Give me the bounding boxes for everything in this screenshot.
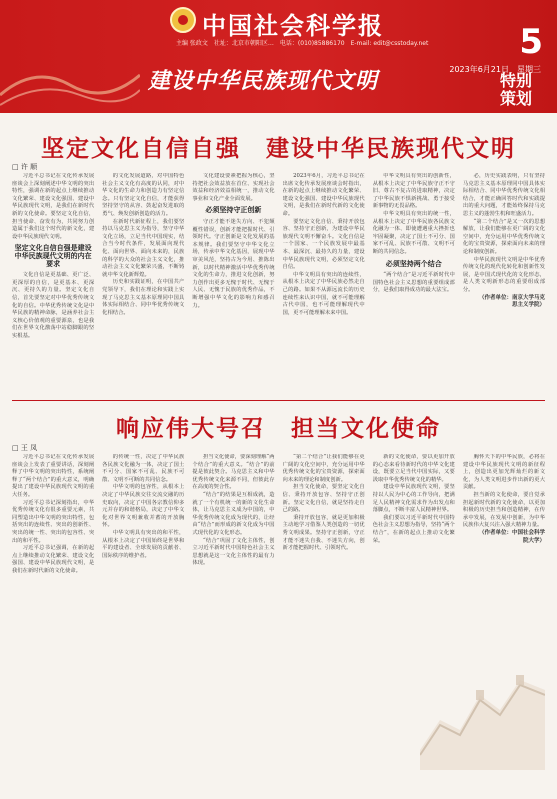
paragraph: 中华文明的包容性，从根本上决定了中华民族交往交流交融的历史取向，决定了中国各宗教信仰多元并存的和谐格局，决定了中华文化对世界文明兼收并蓄的开放胸怀。 xyxy=(102,484,185,529)
paragraph: 文化自信是更基础、更广泛、更深厚的自信，是更基本、更深沉、更持久的力量。坚定文化自信，首先要坚定对中华优秀传统文化的自信。中华优秀传统文化是中华民族的精神命脉，是涵养社会主义核心价值观的重要源泉，也是我们在世界文化激荡中站稳脚跟的坚实根基。 xyxy=(12,272,95,339)
article2-headline: 响应伟大号召 担当文化使命 xyxy=(116,416,441,442)
author-affiliation: （作者单位：中国社会科学院大学） xyxy=(479,529,546,544)
paragraph: 习近平总书记深刻指出，中华优秀传统文化有很多重要元素，共同塑造出中华文明的突出特性，包括突出的连续性、突出的创新性、突出的统一性、突出的包容性、突出的和平性。 xyxy=(12,499,95,544)
paragraph: 胸怀天下的中华民族，必将在建设中华民族现代文明的新征程上，创造出更加光辉灿烂的新文化，为人类文明进步作出新的更大贡献。 xyxy=(462,454,546,491)
paragraph: 习近平总书记强调，在新的起点上继续推动文化繁荣、建设文化强国、建设中华民族现代文明，是我们在新时代新的文化使命。 xyxy=(12,545,95,574)
paragraph: 的传统一性，决定了中华民族各民族文化融为一体，决定了国土不可分、国家不可乱、民族不可散、文明不可断的共同信念。 xyxy=(102,454,185,483)
paragraph: 文化建设要素把握为核心，坚持把社会效益放在首位、实现社会效益和经济效益相统一，推动文化事业和文化产业全面发展。 xyxy=(192,173,275,202)
article1-column-2 xyxy=(102,173,184,395)
paragraph: “两个结合”是习近平新时代中国特色社会主义思想的重要组成部分，是我们取得成功的最大法宝。 xyxy=(372,272,455,294)
article1-column-3 xyxy=(192,173,274,395)
spiral-ribbon-decoration xyxy=(0,55,140,113)
article1-headline: 坚定文化自信自强 建设中华民族现代文明 xyxy=(41,136,516,162)
paragraph: 2023年6月，习近平总书记在出席文化传承发展座谈会时指出，在新的起点上继续推动文化繁荣、建设文化强国、建设中华民族现代文明，是我们在新时代新的文化使命。 xyxy=(282,173,365,217)
paragraph: 中华文明具有突出的连续性，从根本上决定了中华民族必然走自己的路。如果不从源远流长的历史连续性来认识中国，就不可能理解古代中国，也不可能理解现代中国，更不可能理解未来中国。 xyxy=(282,271,365,316)
paragraph: 担当文化使命，要深刻理解“两个结合”的重大意义。“结合”的前提是彼此契合。马克思主义和中华优秀传统文化来源不同，但彼此存在高度的契合性。 xyxy=(192,454,275,491)
article1-column-1 xyxy=(12,173,94,395)
great-wall-illustration xyxy=(420,600,545,770)
paragraph: 要坚定文化自信、秉持开放包容、坚持守正创新，为建设中华民族现代文明不懈奋斗。文化自信是一个国家、一个民族发展中最基本、最深沉、最持久的力量，建设中华民族现代文明，必须坚定文化自信。 xyxy=(282,218,365,271)
paragraph: 建设中华民族现代文明，要坚持以人民为中心的工作导向，把满足人民精神文化需求作为出发点和落脚点，不断丰富人民精神世界。 xyxy=(372,484,455,514)
paragraph: 习近平总书记在文化传承发展座谈会上发表了重要讲话，深刻阐释了中华文明的突出特性，系统阐释了“两个结合”的重大意义，明确提出了建设中华民族现代文明的重大任务。 xyxy=(12,454,95,498)
paragraph: 在新时代新征程上，我们要坚持以马克思主义为指导，坚守中华文化立场，立足当代中国现实，结合当今时代条件，发展面向现代化、面向世界、面向未来的，民族的科学的大众的社会主义文化，推动社会主义文化繁荣兴盛，不断铸就中华文化新辉煌。 xyxy=(102,218,185,278)
section-subhead: 必须坚持两个结合 xyxy=(385,259,442,268)
article2-byline: □ 王 凤 xyxy=(12,444,38,452)
article2-column-4 xyxy=(283,454,365,789)
special-topic-title: 建设中华民族现代文明 xyxy=(148,69,379,94)
section-divider xyxy=(12,400,545,401)
newspaper-emblem-icon xyxy=(170,7,196,33)
article2-column-2 xyxy=(102,454,184,789)
paragraph: “第二个结合”是又一次的思想解放，让我们能够在更广阔的文化空间中，充分运用中华优秀传统文化的宝贵资源，探索面向未来的理论和制度创新。 xyxy=(462,218,546,255)
paragraph: “第二个结合”让我们能够在更广阔的文化空间中，充分运用中华优秀传统文化的宝贵资源，探索面向未来的理论和制度创新。 xyxy=(282,454,365,483)
paragraph: 秉持开放包容，就是更加积极主动地学习借鉴人类创造的一切优秀文明成果。坚持守正创新，守正才能不迷失自我、不迷失方向，创新才能把握时代、引领时代。 xyxy=(282,514,365,552)
paragraph: 担当文化使命，要坚定文化自信、秉持开放包容、坚持守正创新。坚定文化自信，就是坚持走自己的路。 xyxy=(282,484,365,514)
paragraph: “结合”巩固了文化主体性，创立习近平新时代中国特色社会主义思想就是这一文化主体性的最有力体现。 xyxy=(192,537,275,567)
article1-column-4 xyxy=(283,173,365,395)
section-subhead: 必须坚持守正创新 xyxy=(205,206,262,215)
paragraph: 中华文明具有突出的统一性，从根本上决定了中华民族各民族文化融为一体、即使遭遇重大挫折也牢固凝聚，决定了国土不可分、国家不可乱、民族不可散、文明不可断的共同信念。 xyxy=(372,210,455,255)
paragraph: 必，历史实践表明，只有坚持马克思主义基本原理同中国具体实际相结合、同中华优秀传统文化相结合，才能正确回答时代和实践提出的重大问题，才能始终保持马克思主义的蓬勃生机和旺盛活力。 xyxy=(462,173,546,217)
paper-title: 中国社会科学报 xyxy=(202,11,384,40)
paragraph: 历史和实践证明，在中国共产党领导下，我们在理论和实践上实现了马克思主义基本原理同中国具体实际相结合、同中华优秀传统文化相结合。 xyxy=(102,279,185,316)
author-affiliation: （作者单位：南京大学马克思主义学院） xyxy=(479,294,546,309)
masthead-info-line: 主编 张政文 社址：北京市朝阳区… 电话：(010)85886170 E-mail: edit@csstoday.net xyxy=(176,40,429,47)
page-number: 5 xyxy=(519,22,543,62)
section-subhead: 坚定文化自信自强是建设中华民族现代文明的内在要求 xyxy=(14,244,92,268)
paragraph: 中华文明具有突出的和平性，从根本上决定了中国始终是世界和平的建设者、全球发展的贡献者、国际秩序的维护者。 xyxy=(102,529,185,559)
paragraph: 中华民族现代文明是中华优秀传统文化的现代化转化和创新性发展，是中国式现代化的文化形态，是人类文明新形态的重要组成部分。 xyxy=(462,256,546,293)
paragraph: 守正才能不迷失方向、不犯颠覆性错误，创新才能把握时代、引领时代。守正创新是文化发展的基本规律。我们要坚守中华文化立场，传承中华文化基因，展现中华审美风范，坚持古为今用、推陈出新，以时代精神激活中华优秀传统文化的生命力，推进文化创新，努力创作出更多无愧于时代、无愧于人民、无愧于民族的优秀作品，不断增强中华文化的影响力和感召力。 xyxy=(192,218,275,309)
column-label: 特别策划 xyxy=(499,71,532,108)
article2-column-3 xyxy=(192,454,274,789)
issue-date: 2023年6月21日 星期三 xyxy=(449,65,541,74)
article1-column-6 xyxy=(463,173,545,395)
paragraph: “结合”的结果是互相成就，造就了一个有机统一的新的文化生命体，让马克思主义成为中国的，中华优秀传统文化成为现代的，让经由“结合”而形成的新文化成为中国式现代化的文化形态。 xyxy=(192,491,275,536)
paragraph: 担当新的文化使命，要自觉承担起新时代新的文化使命，以更加积极的历史担当和创造精神，在传承中发展，在发展中创新，为中华民族伟大复兴注入强大精神力量。 xyxy=(462,491,546,529)
article2-column-1 xyxy=(12,454,94,789)
paragraph: 中华文明具有突出的创新性，从根本上决定了中华民族守正不守旧、尊古不复古的进取精神，决定了中华民族不惧新挑战、勇于接受新事物的无畏品格。 xyxy=(372,173,455,210)
paragraph: 的文化发展道路，对中国特色社会主义文化有高度的认同，对中华文化的生命力和创造力有坚定信念。只有坚定文化自信，才能获得坚持坚守的从容、鼓起奋发进取的勇气、焕发创新创造的活力。 xyxy=(102,173,185,217)
article1-byline: □ 许 顺 xyxy=(12,163,38,171)
article1-column-5 xyxy=(373,173,455,395)
paragraph: 我们要以习近平新时代中国特色社会主义思想为指导，坚持“两个结合”，在新的起点上推动文化繁荣。 xyxy=(372,514,455,544)
paragraph: 新的文化使命，要以更加开放的心态来看待新时代的中华文化建设，既要立足当代中国实际，又要汲取中华优秀传统文化的精华。 xyxy=(372,454,455,483)
paragraph: 习近平总书记在文化传承发展座谈会上深刻阐述中华文明的突出特性，强调在新的起点上继续推动文化繁荣、建设文化强国、建设中华民族现代文明，是我们在新时代新的文化使命。要坚定文化自信，担当使命、奋发有为，共同努力创造属于我们这个时代的新文化，建设中华民族现代文明。 xyxy=(12,173,95,240)
masthead xyxy=(0,0,557,113)
article1-body xyxy=(12,173,545,395)
